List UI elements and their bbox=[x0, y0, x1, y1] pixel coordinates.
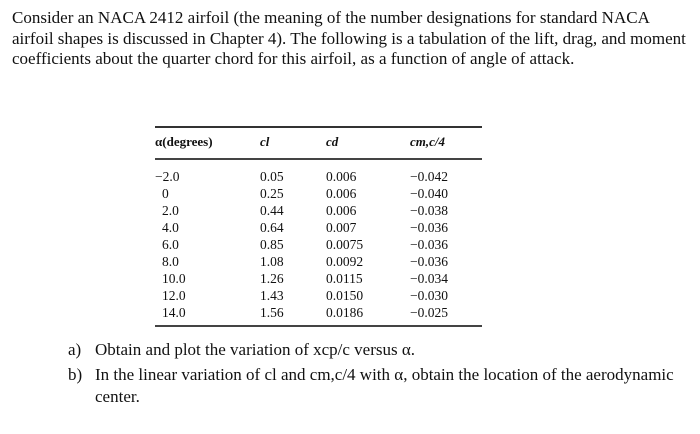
table-cell: 0.0075 bbox=[326, 237, 364, 252]
table-cell: 0.0115 bbox=[326, 271, 363, 286]
table-row bbox=[155, 202, 482, 219]
table-row bbox=[155, 159, 482, 185]
table-cell: 0.0186 bbox=[326, 304, 410, 326]
table-row bbox=[155, 287, 482, 304]
table-cell: −2.0 bbox=[155, 169, 180, 184]
table-row bbox=[155, 185, 482, 202]
table-cell: −0.036 bbox=[410, 254, 448, 269]
table-cell: 0.44 bbox=[260, 203, 284, 218]
table-cell: −0.034 bbox=[410, 271, 448, 286]
table-cell: −0.038 bbox=[410, 203, 448, 218]
header-alpha: α(degrees) bbox=[155, 127, 260, 159]
table-cell: −0.042 bbox=[410, 169, 448, 184]
question-text: Obtain and plot the variation of xcp/c versus α. bbox=[95, 340, 416, 359]
table-row bbox=[155, 304, 482, 326]
table-cell: 0.0092 bbox=[326, 254, 364, 269]
problem-statement: Consider an NACA 2412 airfoil (the meaning of the number designations for standard NACA airfoil shapes is discussed in Chapter 4). The following is a tabulation of the lift, drag, and moment coefficients about the quarter chord for this airfoil, as a function of angle of attack. bbox=[12, 8, 686, 68]
table-header-row bbox=[155, 127, 482, 159]
table-cell: 12.0 bbox=[162, 288, 186, 303]
table-cell: 1.56 bbox=[260, 304, 326, 326]
table-cell: −0.040 bbox=[410, 186, 448, 201]
question-label: b) bbox=[68, 365, 83, 384]
table-cell: 0.0150 bbox=[326, 288, 364, 303]
table-row bbox=[155, 219, 482, 236]
table-cell: 1.43 bbox=[260, 288, 284, 303]
table-cell: 0 bbox=[162, 186, 169, 201]
table-row bbox=[155, 253, 482, 270]
table-cell: −0.036 bbox=[410, 237, 448, 252]
table-cell: 4.0 bbox=[162, 220, 179, 235]
header-cl: cl bbox=[260, 127, 326, 159]
table-cell: 6.0 bbox=[162, 237, 179, 252]
table-cell: 0.25 bbox=[260, 186, 284, 201]
table-cell: 0.006 bbox=[326, 169, 357, 184]
table-cell: −0.036 bbox=[410, 220, 448, 235]
table-cell: −0.025 bbox=[410, 304, 482, 326]
table-cell: 0.007 bbox=[326, 220, 357, 235]
table-cell: 1.26 bbox=[260, 271, 284, 286]
question-label: a) bbox=[68, 340, 82, 359]
table-cell: 8.0 bbox=[162, 254, 179, 269]
header-cm: cm,c/4 bbox=[410, 127, 482, 159]
table-cell: 0.006 bbox=[326, 203, 357, 218]
table-cell: −0.030 bbox=[410, 288, 448, 303]
table-cell: 14.0 bbox=[155, 304, 260, 326]
table-cell: 0.006 bbox=[326, 186, 357, 201]
table-cell: 0.64 bbox=[260, 220, 284, 235]
table-cell: 10.0 bbox=[162, 271, 186, 286]
table-cell: 0.85 bbox=[260, 237, 284, 252]
table-cell: 2.0 bbox=[162, 203, 179, 218]
table-row bbox=[155, 270, 482, 287]
header-cd: cd bbox=[326, 127, 410, 159]
table-cell: 1.08 bbox=[260, 254, 284, 269]
coefficient-table bbox=[155, 126, 482, 327]
table-row bbox=[155, 236, 482, 253]
table-cell: 0.05 bbox=[260, 169, 284, 184]
question-text: In the linear variation of cl and cm,c/4 with α, obtain the location of the aerodynamic center. bbox=[95, 365, 674, 406]
